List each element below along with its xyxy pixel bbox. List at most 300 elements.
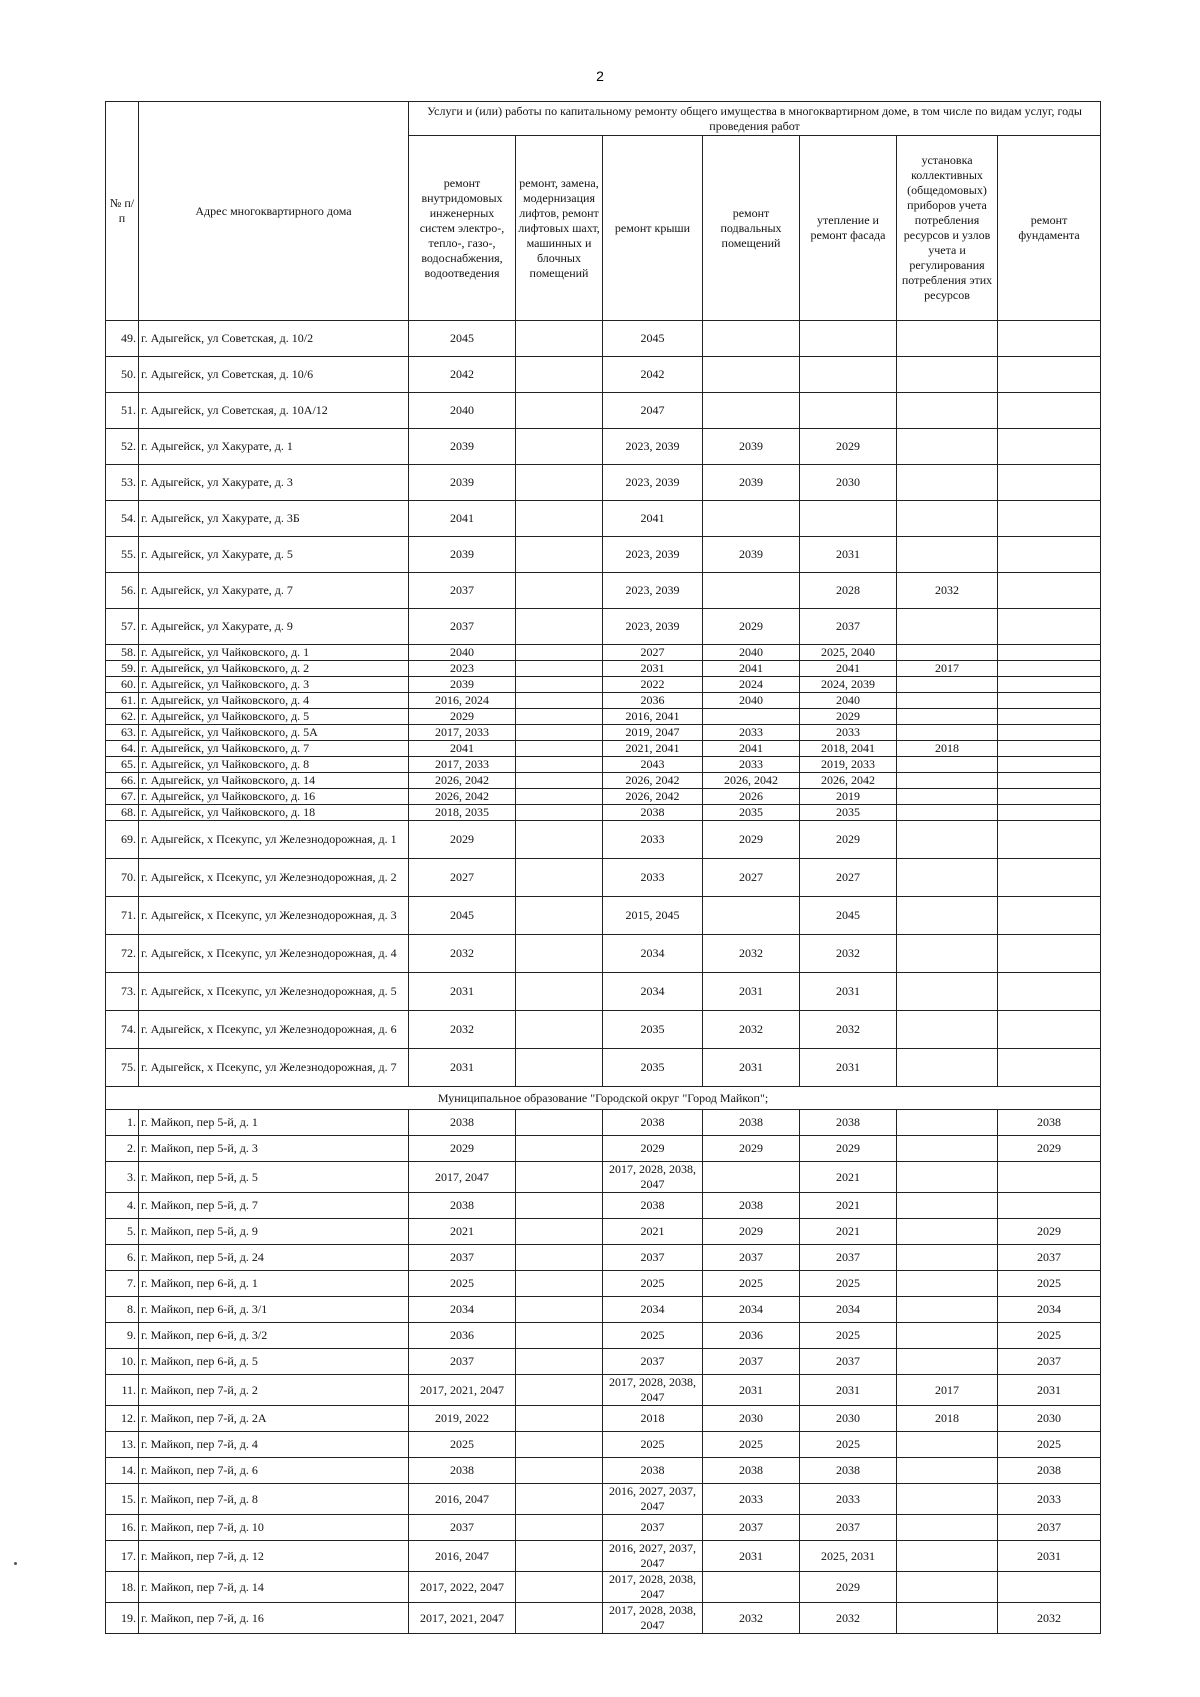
row-number: 2.	[106, 1136, 139, 1162]
row-cell	[897, 757, 998, 773]
row-cell: 2032	[998, 1603, 1101, 1634]
row-cell: 2025	[703, 1432, 800, 1458]
row-cell: 2038	[998, 1110, 1101, 1136]
row-cell	[897, 609, 998, 645]
row-address: г. Адыгейск, ул Советская, д. 10/2	[139, 321, 409, 357]
row-cell	[516, 709, 603, 725]
row-cell	[800, 501, 897, 537]
scan-dot	[14, 1562, 17, 1565]
row-address: г. Адыгейск, х Псекупс, ул Железнодорожная, д. 2	[139, 859, 409, 897]
row-address: г. Адыгейск, ул Хакурате, д. 5	[139, 537, 409, 573]
row-number: 5.	[106, 1219, 139, 1245]
row-cell: 2032	[703, 935, 800, 973]
row-cell	[897, 805, 998, 821]
row-address: г. Адыгейск, ул Чайковского, д. 16	[139, 789, 409, 805]
table-row	[106, 677, 1101, 693]
row-cell: 2041	[603, 501, 703, 537]
table-row	[106, 1162, 1101, 1193]
table-row	[106, 789, 1101, 805]
row-address: г. Адыгейск, ул Советская, д. 10А/12	[139, 393, 409, 429]
row-cell: 2019, 2047	[603, 725, 703, 741]
row-cell: 2031	[800, 973, 897, 1011]
row-cell: 2025	[800, 1323, 897, 1349]
row-address: г. Майкоп, пер 6-й, д. 1	[139, 1271, 409, 1297]
row-cell: 2026, 2042	[603, 789, 703, 805]
row-cell	[703, 709, 800, 725]
row-cell: 2037	[703, 1245, 800, 1271]
row-cell	[516, 757, 603, 773]
row-cell	[998, 609, 1101, 645]
row-cell	[998, 677, 1101, 693]
row-cell	[516, 1049, 603, 1087]
row-cell: 2023, 2039	[603, 429, 703, 465]
row-cell: 2033	[703, 725, 800, 741]
row-cell	[897, 821, 998, 859]
row-number: 61.	[106, 693, 139, 709]
table-row	[106, 1323, 1101, 1349]
row-cell	[703, 357, 800, 393]
row-cell: 2037	[409, 1349, 516, 1375]
row-cell	[516, 645, 603, 661]
row-cell: 2017, 2028, 2038, 2047	[603, 1572, 703, 1603]
row-cell: 2035	[800, 805, 897, 821]
row-cell	[516, 1219, 603, 1245]
row-cell: 2025	[998, 1432, 1101, 1458]
row-cell: 2016, 2041	[603, 709, 703, 725]
row-cell	[998, 1193, 1101, 1219]
row-cell: 2029	[800, 709, 897, 725]
row-number: 62.	[106, 709, 139, 725]
section-row	[106, 1087, 1101, 1110]
row-address: г. Майкоп, пер 7-й, д. 14	[139, 1572, 409, 1603]
row-cell	[516, 1515, 603, 1541]
row-cell: 2038	[800, 1110, 897, 1136]
row-cell: 2017, 2033	[409, 725, 516, 741]
row-cell	[516, 859, 603, 897]
row-cell: 2018	[897, 741, 998, 757]
row-address: г. Майкоп, пер 6-й, д. 5	[139, 1349, 409, 1375]
row-number: 18.	[106, 1572, 139, 1603]
row-cell: 2032	[897, 573, 998, 609]
row-cell: 2021	[800, 1193, 897, 1219]
row-number: 68.	[106, 805, 139, 821]
row-cell	[998, 897, 1101, 935]
row-cell	[516, 1603, 603, 1634]
row-address: г. Адыгейск, ул Чайковского, д. 18	[139, 805, 409, 821]
row-address: г. Майкоп, пер 6-й, д. 3/1	[139, 1297, 409, 1323]
row-cell: 2038	[409, 1110, 516, 1136]
row-cell: 2045	[603, 321, 703, 357]
row-cell: 2021	[603, 1219, 703, 1245]
row-cell	[998, 465, 1101, 501]
row-cell: 2039	[409, 537, 516, 573]
row-cell: 2038	[800, 1458, 897, 1484]
row-cell	[897, 1541, 998, 1572]
row-cell	[516, 1375, 603, 1406]
row-number: 50.	[106, 357, 139, 393]
row-cell	[516, 1323, 603, 1349]
row-cell: 2034	[409, 1297, 516, 1323]
row-number: 55.	[106, 537, 139, 573]
table-row	[106, 897, 1101, 935]
row-number: 49.	[106, 321, 139, 357]
row-cell: 2039	[703, 465, 800, 501]
row-number: 51.	[106, 393, 139, 429]
table-row	[106, 501, 1101, 537]
row-number: 8.	[106, 1297, 139, 1323]
row-cell	[516, 1011, 603, 1049]
row-cell	[998, 1162, 1101, 1193]
row-cell: 2031	[800, 1049, 897, 1087]
row-number: 75.	[106, 1049, 139, 1087]
table-row	[106, 1603, 1101, 1634]
table-row	[106, 1349, 1101, 1375]
row-cell: 2037	[998, 1245, 1101, 1271]
table-row	[106, 1515, 1101, 1541]
row-cell: 2039	[409, 677, 516, 693]
row-cell	[897, 1458, 998, 1484]
row-number: 3.	[106, 1162, 139, 1193]
table-body	[106, 321, 1101, 1634]
row-cell: 2016, 2027, 2037, 2047	[603, 1541, 703, 1572]
row-address: г. Адыгейск, ул Хакурате, д. 7	[139, 573, 409, 609]
table-row	[106, 573, 1101, 609]
row-cell: 2017	[897, 1375, 998, 1406]
row-cell	[703, 897, 800, 935]
row-number: 69.	[106, 821, 139, 859]
row-cell: 2032	[800, 1603, 897, 1634]
row-cell	[998, 537, 1101, 573]
row-cell: 2017, 2021, 2047	[409, 1603, 516, 1634]
row-cell	[897, 1271, 998, 1297]
row-number: 7.	[106, 1271, 139, 1297]
row-cell: 2040	[409, 645, 516, 661]
row-cell	[516, 1110, 603, 1136]
row-number: 1.	[106, 1110, 139, 1136]
row-cell: 2023	[409, 661, 516, 677]
row-cell: 2025	[603, 1432, 703, 1458]
row-cell: 2037	[703, 1515, 800, 1541]
row-cell	[897, 465, 998, 501]
row-cell	[516, 573, 603, 609]
row-cell: 2028	[800, 573, 897, 609]
row-cell: 2037	[603, 1349, 703, 1375]
row-number: 57.	[106, 609, 139, 645]
row-cell	[897, 1011, 998, 1049]
row-address: г. Адыгейск, ул Чайковского, д. 2	[139, 661, 409, 677]
row-number: 16.	[106, 1515, 139, 1541]
row-cell	[516, 393, 603, 429]
row-cell	[703, 393, 800, 429]
row-cell: 2040	[703, 693, 800, 709]
row-cell: 2017, 2022, 2047	[409, 1572, 516, 1603]
row-cell	[516, 1271, 603, 1297]
row-cell	[998, 935, 1101, 973]
row-cell: 2041	[703, 741, 800, 757]
row-cell: 2038	[603, 1193, 703, 1219]
row-cell: 2025	[998, 1323, 1101, 1349]
row-number: 58.	[106, 645, 139, 661]
row-cell: 2017, 2028, 2038, 2047	[603, 1162, 703, 1193]
row-cell	[998, 573, 1101, 609]
row-cell: 2026, 2042	[409, 789, 516, 805]
row-cell: 2023, 2039	[603, 537, 703, 573]
row-cell	[516, 321, 603, 357]
row-cell: 2016, 2027, 2037, 2047	[603, 1484, 703, 1515]
row-cell: 2029	[800, 821, 897, 859]
row-address: г. Майкоп, пер 7-й, д. 2А	[139, 1406, 409, 1432]
row-cell: 2029	[703, 609, 800, 645]
row-cell: 2030	[800, 1406, 897, 1432]
row-cell: 2030	[703, 1406, 800, 1432]
row-cell: 2035	[603, 1049, 703, 1087]
row-cell: 2034	[998, 1297, 1101, 1323]
row-cell: 2016, 2047	[409, 1484, 516, 1515]
row-cell	[516, 1406, 603, 1432]
row-number: 66.	[106, 773, 139, 789]
row-cell	[897, 1193, 998, 1219]
row-address: г. Адыгейск, ул Хакурате, д. 9	[139, 609, 409, 645]
row-cell: 2031	[603, 661, 703, 677]
row-cell	[897, 897, 998, 935]
row-cell	[516, 741, 603, 757]
row-cell: 2029	[409, 821, 516, 859]
row-cell	[516, 661, 603, 677]
row-address: г. Адыгейск, х Псекупс, ул Железнодорожная, д. 3	[139, 897, 409, 935]
row-cell: 2037	[800, 609, 897, 645]
row-number: 17.	[106, 1541, 139, 1572]
row-address: г. Адыгейск, ул Чайковского, д. 4	[139, 693, 409, 709]
row-cell	[897, 789, 998, 805]
row-cell: 2018	[603, 1406, 703, 1432]
row-cell: 2029	[800, 429, 897, 465]
capital-repair-table	[105, 101, 1101, 1634]
row-cell: 2037	[703, 1349, 800, 1375]
row-cell	[516, 429, 603, 465]
row-address: г. Майкоп, пер 7-й, д. 6	[139, 1458, 409, 1484]
row-number: 6.	[106, 1245, 139, 1271]
row-cell: 2031	[703, 1049, 800, 1087]
table-row	[106, 1297, 1101, 1323]
row-cell: 2037	[603, 1515, 703, 1541]
row-cell: 2034	[800, 1297, 897, 1323]
row-cell: 2041	[409, 501, 516, 537]
row-cell	[998, 973, 1101, 1011]
row-number: 63.	[106, 725, 139, 741]
row-number: 14.	[106, 1458, 139, 1484]
row-cell	[998, 1011, 1101, 1049]
row-cell	[703, 1572, 800, 1603]
row-cell: 2016, 2047	[409, 1541, 516, 1572]
row-cell: 2025	[603, 1323, 703, 1349]
row-cell: 2017, 2028, 2038, 2047	[603, 1375, 703, 1406]
row-cell	[998, 501, 1101, 537]
table-row	[106, 661, 1101, 677]
row-cell: 2037	[409, 573, 516, 609]
row-cell: 2025, 2031	[800, 1541, 897, 1572]
table-row	[106, 1110, 1101, 1136]
row-cell: 2021, 2041	[603, 741, 703, 757]
row-cell	[703, 501, 800, 537]
row-cell: 2029	[703, 1219, 800, 1245]
row-cell: 2038	[703, 1458, 800, 1484]
header-col-basement: ремонт подвальных помещений	[703, 136, 800, 321]
row-cell: 2032	[703, 1011, 800, 1049]
table-row	[106, 741, 1101, 757]
row-address: г. Майкоп, пер 7-й, д. 12	[139, 1541, 409, 1572]
row-cell: 2033	[703, 757, 800, 773]
row-cell	[516, 821, 603, 859]
row-cell: 2041	[800, 661, 897, 677]
row-cell: 2033	[998, 1484, 1101, 1515]
table-row	[106, 609, 1101, 645]
row-cell	[516, 677, 603, 693]
table-row	[106, 709, 1101, 725]
row-cell: 2036	[603, 693, 703, 709]
table-row	[106, 821, 1101, 859]
row-cell: 2037	[603, 1245, 703, 1271]
row-address: г. Майкоп, пер 5-й, д. 3	[139, 1136, 409, 1162]
row-cell	[897, 859, 998, 897]
row-cell	[897, 1515, 998, 1541]
row-cell: 2042	[603, 357, 703, 393]
row-cell	[897, 935, 998, 973]
row-cell	[998, 661, 1101, 677]
row-cell: 2018	[897, 1406, 998, 1432]
table-row	[106, 973, 1101, 1011]
row-cell: 2021	[800, 1162, 897, 1193]
row-cell: 2032	[703, 1603, 800, 1634]
row-cell: 2035	[603, 1011, 703, 1049]
row-cell	[998, 357, 1101, 393]
row-cell	[897, 393, 998, 429]
row-cell: 2031	[409, 973, 516, 1011]
row-cell	[703, 573, 800, 609]
row-cell: 2026, 2042	[409, 773, 516, 789]
row-cell: 2045	[409, 897, 516, 935]
row-cell	[897, 1323, 998, 1349]
row-cell	[998, 393, 1101, 429]
row-address: г. Майкоп, пер 7-й, д. 16	[139, 1603, 409, 1634]
row-number: 9.	[106, 1323, 139, 1349]
row-cell: 2015, 2045	[603, 897, 703, 935]
table-header	[106, 102, 1101, 321]
row-cell	[897, 1603, 998, 1634]
row-cell: 2027	[800, 859, 897, 897]
row-cell: 2037	[800, 1245, 897, 1271]
row-address: г. Адыгейск, ул Советская, д. 10/6	[139, 357, 409, 393]
row-cell: 2038	[998, 1458, 1101, 1484]
row-cell	[897, 725, 998, 741]
row-cell: 2025	[603, 1271, 703, 1297]
row-cell	[516, 1193, 603, 1219]
row-cell: 2023, 2039	[603, 573, 703, 609]
row-cell: 2029	[409, 1136, 516, 1162]
row-address: г. Адыгейск, х Псекупс, ул Железнодорожная, д. 5	[139, 973, 409, 1011]
table-row	[106, 859, 1101, 897]
row-cell: 2027	[603, 645, 703, 661]
header-services: Услуги и (или) работы по капитальному ремонту общего имущества в многоквартирном доме, в том числе по видам услуг, годы проведения работ	[409, 102, 1101, 136]
header-col-elevators: ремонт, замена, модернизация лифтов, ремонт лифтовых шахт, машинных и блочных помещений	[516, 136, 603, 321]
row-cell	[516, 357, 603, 393]
row-cell	[998, 1049, 1101, 1087]
row-cell: 2039	[703, 429, 800, 465]
row-cell: 2025	[703, 1271, 800, 1297]
row-cell: 2029	[998, 1136, 1101, 1162]
row-cell	[516, 805, 603, 821]
row-number: 4.	[106, 1193, 139, 1219]
row-cell	[897, 1349, 998, 1375]
row-cell: 2037	[409, 1515, 516, 1541]
row-cell: 2031	[800, 537, 897, 573]
row-cell	[897, 1219, 998, 1245]
table-row	[106, 429, 1101, 465]
row-cell: 2017, 2021, 2047	[409, 1375, 516, 1406]
row-number: 53.	[106, 465, 139, 501]
row-cell	[516, 537, 603, 573]
row-cell: 2038	[703, 1193, 800, 1219]
row-address: г. Адыгейск, х Псекупс, ул Железнодорожная, д. 6	[139, 1011, 409, 1049]
header-num: № п/п	[106, 102, 139, 321]
row-number: 67.	[106, 789, 139, 805]
row-number: 56.	[106, 573, 139, 609]
row-cell: 2043	[603, 757, 703, 773]
header-address: Адрес многоквартирного дома	[139, 102, 409, 321]
row-cell: 2031	[703, 1541, 800, 1572]
table-row	[106, 773, 1101, 789]
row-number: 74.	[106, 1011, 139, 1049]
row-number: 13.	[106, 1432, 139, 1458]
row-cell	[703, 1162, 800, 1193]
row-cell: 2037	[409, 1245, 516, 1271]
row-cell	[516, 725, 603, 741]
table-row	[106, 1193, 1101, 1219]
row-cell: 2032	[409, 935, 516, 973]
row-cell: 2023, 2039	[603, 609, 703, 645]
section-title: Муниципальное образование "Городской округ "Город Майкоп";	[106, 1087, 1101, 1110]
row-cell	[516, 789, 603, 805]
row-cell: 2029	[703, 821, 800, 859]
row-cell	[998, 757, 1101, 773]
header-col-foundation: ремонт фундамента	[998, 136, 1101, 321]
table-row	[106, 393, 1101, 429]
row-cell: 2040	[703, 645, 800, 661]
row-number: 12.	[106, 1406, 139, 1432]
row-address: г. Адыгейск, ул Чайковского, д. 1	[139, 645, 409, 661]
table-row	[106, 1049, 1101, 1087]
row-cell: 2039	[409, 429, 516, 465]
row-cell: 2033	[603, 859, 703, 897]
row-address: г. Адыгейск, ул Чайковского, д. 7	[139, 741, 409, 757]
row-cell: 2033	[800, 725, 897, 741]
table-row	[106, 357, 1101, 393]
row-cell	[703, 321, 800, 357]
row-cell	[516, 935, 603, 973]
table-row	[106, 321, 1101, 357]
row-address: г. Майкоп, пер 7-й, д. 4	[139, 1432, 409, 1458]
row-cell	[998, 693, 1101, 709]
row-cell: 2025	[800, 1271, 897, 1297]
row-cell: 2038	[603, 1110, 703, 1136]
row-address: г. Майкоп, пер 5-й, д. 7	[139, 1193, 409, 1219]
row-cell	[897, 1162, 998, 1193]
row-cell: 2033	[703, 1484, 800, 1515]
row-cell: 2023, 2039	[603, 465, 703, 501]
row-cell: 2037	[998, 1515, 1101, 1541]
row-cell: 2024	[703, 677, 800, 693]
row-cell: 2038	[409, 1193, 516, 1219]
row-cell	[998, 321, 1101, 357]
